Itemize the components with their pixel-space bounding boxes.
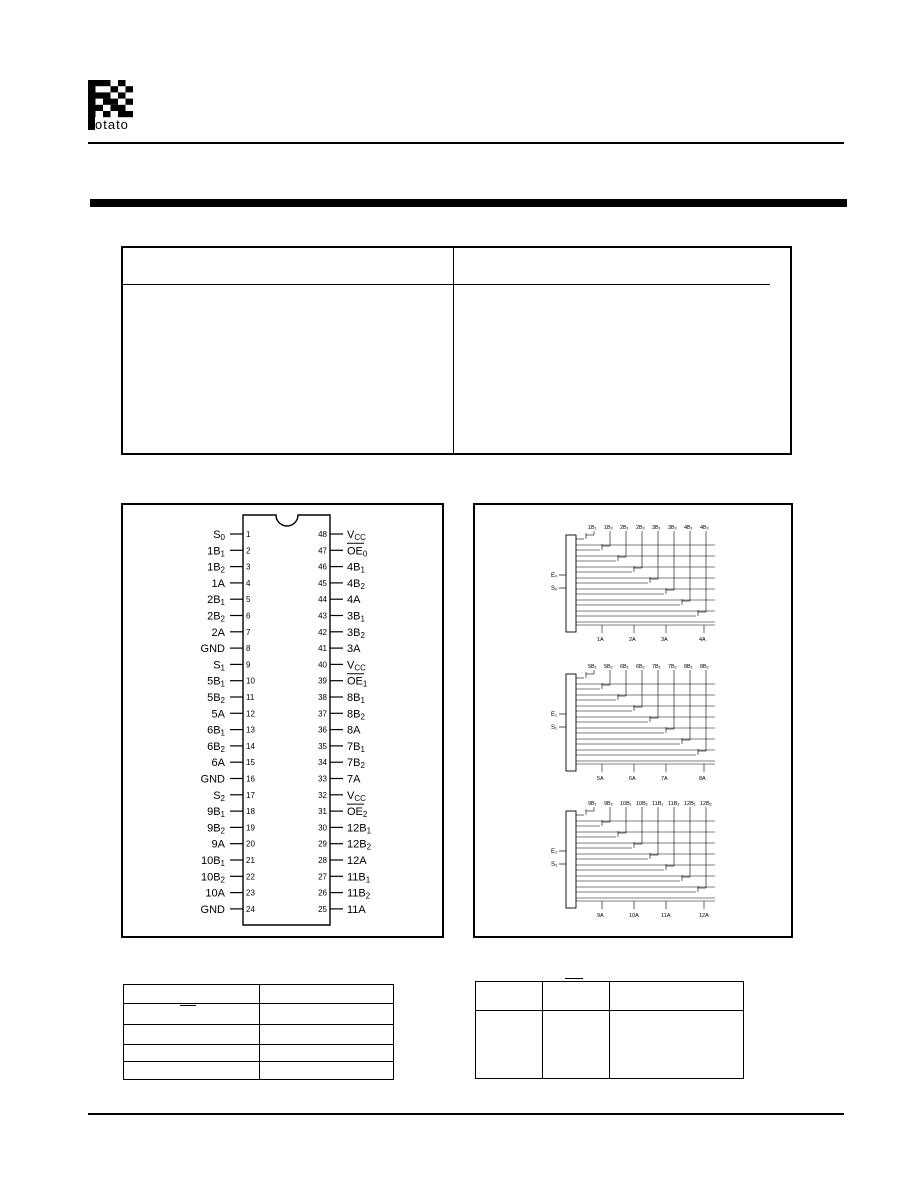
pin-label: OE0 <box>347 545 368 559</box>
block-diagram-box <box>473 503 793 938</box>
pin-number: 29 <box>318 839 327 849</box>
b-port-label: 7B₁ <box>652 664 661 670</box>
a-port-label: 7A <box>661 776 668 782</box>
pin-label: 12B1 <box>347 822 372 836</box>
pin-number: 47 <box>318 546 327 556</box>
pin-number: 32 <box>318 790 327 800</box>
pin-number: 27 <box>318 872 327 882</box>
b-port-label: 1B₁ <box>588 525 597 531</box>
pin-label: OE1 <box>347 675 368 689</box>
pin-number: 36 <box>318 725 327 735</box>
table-cell <box>610 1011 744 1079</box>
pin-number: 10 <box>246 676 255 686</box>
table-cell <box>543 982 610 1011</box>
pin-label: 3B2 <box>347 626 365 640</box>
pin-label: 1A <box>211 577 225 590</box>
pin-number: 3 <box>246 562 251 572</box>
pin-number: 8 <box>246 644 251 654</box>
pin-number: 34 <box>318 758 327 768</box>
pin-number: 24 <box>246 904 255 914</box>
pin-label: GND <box>200 643 225 656</box>
b-port-label: 1B₂ <box>604 525 613 531</box>
control-label: S₁ <box>551 725 558 731</box>
logo-block <box>96 92 104 98</box>
pin-label: 4B1 <box>347 561 365 575</box>
b-port-label: 3B₁ <box>652 525 661 531</box>
features-divider <box>453 248 454 453</box>
pin-number: 33 <box>318 774 327 784</box>
pin-configuration-box <box>121 503 444 938</box>
pin-label: 7A <box>347 773 361 786</box>
table-cell <box>543 1011 610 1079</box>
logo-text: otato <box>95 117 129 132</box>
b-port-label: 11B₁ <box>652 801 664 807</box>
pin-number: 41 <box>318 644 327 654</box>
b-port-label: 8B₁ <box>684 664 693 670</box>
pin-label: VCC <box>347 789 366 803</box>
logo-block <box>103 80 111 86</box>
table-cell <box>476 982 543 1011</box>
logo-block <box>111 86 119 92</box>
pin-label: 5B1 <box>207 675 225 689</box>
a-port-label: 5A <box>597 776 604 782</box>
b-port-label: 7B₂ <box>668 664 677 670</box>
a-port-label: 10A <box>629 913 639 919</box>
logo-block <box>126 86 134 92</box>
mux-group <box>551 664 715 782</box>
control-label: E₀ <box>551 573 558 579</box>
pin-label: 7B1 <box>347 740 365 754</box>
pin-label: 9B2 <box>207 822 225 836</box>
pin-label: OE2 <box>347 806 368 820</box>
pin-label: S1 <box>213 659 225 673</box>
pin-label: 8A <box>347 724 361 737</box>
pin-label: 2B2 <box>207 610 225 624</box>
pin-number: 48 <box>318 530 327 539</box>
a-port-label: 6A <box>629 776 636 782</box>
table-cell <box>260 985 394 1004</box>
pin-number: 38 <box>318 693 327 702</box>
b-port-label: 10B₁ <box>620 801 632 807</box>
logo-block <box>96 80 104 86</box>
table-cell <box>124 1025 260 1045</box>
pin-label: 4B2 <box>347 577 365 591</box>
pin-label: 8B2 <box>347 708 365 722</box>
pin-label: VCC <box>347 529 366 542</box>
logo-block <box>118 92 126 98</box>
logo-stem <box>88 80 95 130</box>
pin-number: 44 <box>318 595 327 605</box>
b-port-label: 4B₂ <box>700 525 709 531</box>
b-port-label: 6B₁ <box>620 664 629 670</box>
logo-block <box>111 99 119 105</box>
pin-number: 40 <box>318 660 327 670</box>
pin-label: 9B1 <box>207 806 225 820</box>
b-port-label: 12B₁ <box>684 801 696 807</box>
logo-block <box>118 105 126 111</box>
pin-number: 17 <box>246 790 255 800</box>
footer-rule <box>88 1113 844 1115</box>
function-table <box>475 981 744 1079</box>
pin-label: 5B2 <box>207 692 225 705</box>
b-port-label: 8B₂ <box>700 664 709 670</box>
pin-label: 12B2 <box>347 838 372 852</box>
pin-number: 18 <box>246 807 255 817</box>
pin-label: 4A <box>347 594 361 607</box>
pin-number: 23 <box>246 888 255 898</box>
b-port-label: 10B₂ <box>636 801 648 807</box>
pin-label: 10B1 <box>200 855 225 868</box>
features-header-rule-left <box>123 284 453 285</box>
logo-block <box>103 92 111 98</box>
table-cell <box>124 1004 260 1025</box>
pin-label: 8B1 <box>347 692 365 705</box>
pin-label: 6B1 <box>207 724 225 738</box>
pin-number: 14 <box>246 741 255 751</box>
pin-number: 20 <box>246 839 255 849</box>
pin-label: VCC <box>347 659 366 673</box>
pin-number: 22 <box>246 872 255 882</box>
a-port-label: 8A <box>699 776 706 782</box>
pin-configuration-diagram <box>123 505 442 936</box>
logo-block <box>103 99 111 105</box>
pin-label: 2B1 <box>207 594 225 608</box>
pin-number: 19 <box>246 823 255 833</box>
pin-label: GND <box>200 773 225 786</box>
control-label: E₂ <box>551 849 558 855</box>
pin-label: 11B2 <box>347 887 371 901</box>
b-port-label: 5B₂ <box>604 664 613 670</box>
pin-number: 28 <box>318 856 327 865</box>
pin-number: 6 <box>246 611 251 621</box>
pin-label: 6B2 <box>207 740 225 754</box>
pin-number: 45 <box>318 578 327 588</box>
pin-label: 6A <box>211 757 225 770</box>
pin-number: 5 <box>246 595 251 605</box>
pin-label: 3B1 <box>347 610 365 624</box>
table-cell <box>476 1011 543 1079</box>
pin-label: 7B2 <box>347 757 365 771</box>
b-port-label: 9B₂ <box>604 801 613 807</box>
pin-label: 2A <box>211 626 225 639</box>
header-rule <box>88 142 844 144</box>
control-block <box>566 811 576 908</box>
pin-label: S0 <box>213 529 225 542</box>
table-cell <box>260 1062 394 1080</box>
b-port-label: 11B₂ <box>668 801 680 807</box>
table-cell <box>260 1045 394 1062</box>
pin-number: 12 <box>246 709 255 719</box>
chip-outline <box>243 515 330 925</box>
pin-number: 31 <box>318 807 327 817</box>
pin-number: 7 <box>246 627 251 637</box>
pin-number: 15 <box>246 758 255 768</box>
b-port-label: 5B₁ <box>588 664 597 670</box>
a-port-label: 12A <box>699 913 709 919</box>
control-label: S₂ <box>551 862 558 868</box>
control-label: S₀ <box>551 586 558 592</box>
title-bar-rule <box>90 199 847 207</box>
pin-label: GND <box>200 903 225 916</box>
pin-number: 35 <box>318 741 327 751</box>
features-table <box>121 246 792 455</box>
mux-group <box>551 525 715 643</box>
pin-label: 3A <box>347 643 361 656</box>
pin-description-table <box>123 984 394 1080</box>
logo-block <box>96 105 104 111</box>
pin-label: S2 <box>213 789 225 803</box>
pin-number: 37 <box>318 709 327 719</box>
logo-block <box>126 99 134 105</box>
pin-number: 30 <box>318 823 327 833</box>
table-cell <box>124 1045 260 1062</box>
table-cell <box>124 985 260 1004</box>
pin-label: 1B1 <box>207 545 225 559</box>
table-cell <box>610 982 744 1011</box>
table-cell <box>260 1025 394 1045</box>
features-header-rule-right <box>454 284 770 285</box>
pin-number: 9 <box>246 660 251 670</box>
pin-number: 11 <box>246 693 255 702</box>
b-port-label: 6B₂ <box>636 664 645 670</box>
b-port-label: 12B₂ <box>700 801 712 807</box>
pin-number: 46 <box>318 562 327 572</box>
pin-number: 13 <box>246 725 255 735</box>
table-cell <box>124 1062 260 1080</box>
pin-number: 39 <box>318 676 327 686</box>
a-port-label: 11A <box>661 913 671 919</box>
b-port-label: 3B₂ <box>668 525 677 531</box>
pin-label: 11A <box>347 903 366 916</box>
a-port-label: 9A <box>597 913 604 919</box>
pin-number: 21 <box>246 856 255 865</box>
pin-number: 25 <box>318 904 327 914</box>
logo-block <box>111 105 119 111</box>
table-cell <box>260 1004 394 1025</box>
pin-label: 5A <box>211 708 225 721</box>
logic-block-diagram <box>475 505 791 936</box>
pin-number: 42 <box>318 627 327 637</box>
control-block <box>566 535 576 632</box>
b-port-label: 9B₁ <box>588 801 597 807</box>
overbar-mark <box>565 978 583 979</box>
pin-number: 1 <box>246 530 251 539</box>
pin-label: 1B2 <box>207 561 225 575</box>
a-port-label: 2A <box>629 637 636 643</box>
pin-label: 12A <box>347 855 367 867</box>
pin-label: 10A <box>205 887 225 900</box>
pin-number: 2 <box>246 546 251 556</box>
pin-label: 10B2 <box>200 871 225 885</box>
pin-label: 9A <box>211 838 225 851</box>
overbar-mark <box>180 1005 196 1006</box>
control-block <box>566 674 576 771</box>
a-port-label: 1A <box>597 637 604 643</box>
mux-group <box>551 801 715 919</box>
pin-number: 4 <box>246 578 251 588</box>
pin-number: 43 <box>318 611 327 621</box>
b-port-label: 2B₂ <box>636 525 645 531</box>
a-port-label: 3A <box>661 637 668 643</box>
pin-number: 16 <box>246 774 255 784</box>
control-label: E₁ <box>551 712 558 718</box>
b-port-label: 4B₁ <box>684 525 693 531</box>
logo-block <box>118 80 126 86</box>
pin-label: 11B1 <box>347 871 371 885</box>
a-port-label: 4A <box>699 637 706 643</box>
pin-number: 26 <box>318 888 327 898</box>
b-port-label: 2B₁ <box>620 525 629 531</box>
